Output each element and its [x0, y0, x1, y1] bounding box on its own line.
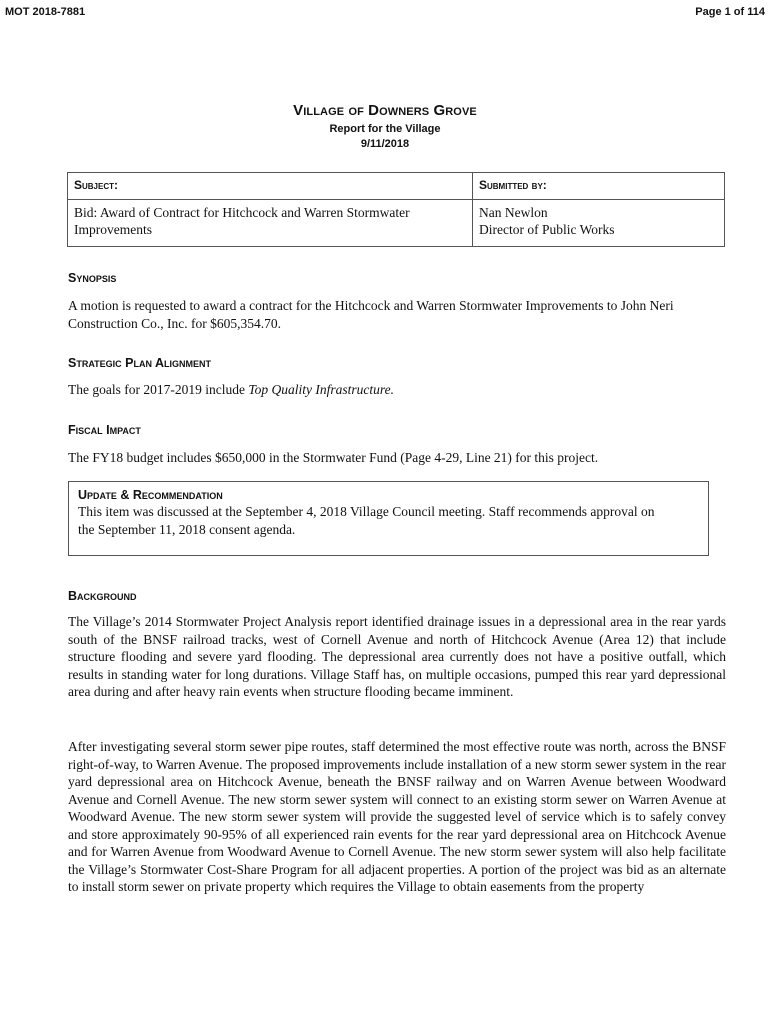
page-title: Village of Downers Grove [293, 102, 477, 119]
synopsis-heading: Synopsis [68, 271, 117, 285]
submitter-name: Nan Newlon [479, 205, 548, 220]
page-number: Page 1 of 114 [695, 6, 765, 18]
update-heading: Update & Recommendation [78, 488, 223, 502]
update-text: This item was discussed at the September 4, 2018 Village Council meeting. Staff recommends approval on the September 11, 2018 consent agenda. [78, 504, 655, 537]
background-heading: Background [68, 589, 137, 603]
background-para-1: The Village’s 2014 Stormwater Project Analysis report identified drainage issues in a depressional area in the rear yards south of the BNSF railroad tracks, west of Cornell Avenue and north of Hitchcock Avenue (Area 12) that include structure flooding and severe yard flooding. The depressional area currently does not have a positive outfall, which results in standing water for long durations. Village Staff has, on multiple occasions, pumped this rear yard depressional area during and after heavy rain events when structure flooding became imminent. [68, 614, 726, 699]
subject-value: Bid: Award of Contract for Hitchcock and Warren Stormwater Improvements [68, 200, 473, 247]
report-subtitle: Report for the Village [329, 123, 441, 135]
report-date: 9/11/2018 [360, 138, 410, 150]
background-para-2: After investigating several storm sewer pipe routes, staff determined the most effective route was north, across the BNSF right-of-way, to Warren Avenue. The proposed improvements include installation of a new storm sewer system in the rear yard depressional area on Hitchcock Avenue, beneath the BNSF railway and on Warren Avenue between Woodward Avenue and Cornell Avenue. The new storm sewer system will connect to an existing storm sewer on Warren Avenue at Woodward Avenue. The new storm sewer system will provide the suggested level of service which is to safely convey and store approximately 90-95% of all experienced rain events for the rear yard depressional area on Hitchcock Avenue and for Warren Avenue from Woodward Avenue to Cornell Avenue. The new storm sewer system will also help facilitate the Village’s Stormwater Cost-Share Program for all adjacent properties. A portion of the project was bid as an alternate to install storm sewer on private property which requires the Village to obtain easements from the property [68, 739, 726, 894]
document-id: MOT 2018-7881 [5, 6, 86, 18]
subject-label: Subject: [68, 173, 473, 200]
strategic-text-prefix: The goals for 2017-2019 include [68, 382, 249, 397]
strategic-emphasis: Top Quality Infrastructure. [248, 382, 394, 397]
subject-table [67, 172, 725, 247]
synopsis-text: A motion is requested to award a contract for the Hitchcock and Warren Stormwater Improvements to John Neri Construction Co., Inc. for $605,354.70. [68, 298, 674, 331]
fiscal-text: The FY18 budget includes $650,000 in the Stormwater Fund (Page 4-29, Line 21) for this project. [68, 450, 599, 465]
strategic-text [68, 381, 726, 399]
submitted-by-label: Submitted by: [473, 173, 725, 200]
submitter-title: Director of Public Works [479, 222, 615, 237]
update-box [68, 481, 709, 556]
fiscal-heading: Fiscal Impact [68, 423, 141, 437]
submitter-cell [473, 200, 725, 247]
strategic-heading: Strategic Plan Alignment [68, 356, 212, 370]
